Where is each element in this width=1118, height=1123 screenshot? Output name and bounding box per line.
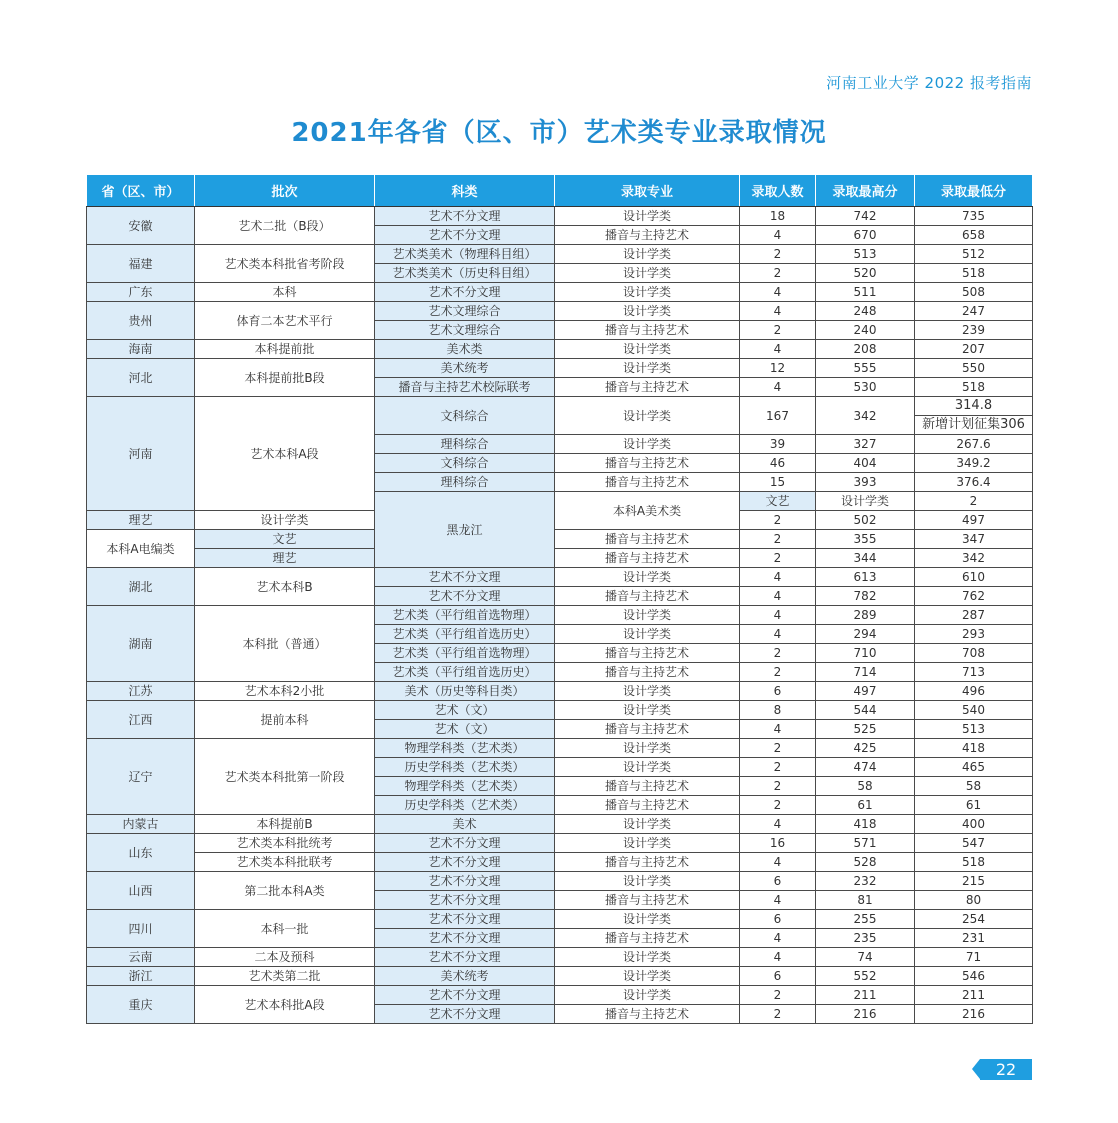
batch-cell: 本科提前批 [195,340,375,359]
count-cell: 4 [740,302,816,321]
batch-cell: 本科A电编类 [87,530,195,568]
table-row [87,397,1033,416]
max-score-cell: 81 [816,891,915,910]
count-cell: 4 [740,568,816,587]
subject-cell: 文科综合 [375,454,555,473]
subject-cell: 理科综合 [375,435,555,454]
subject-cell: 艺术不分文理 [375,1005,555,1024]
subject-cell: 美术 [375,815,555,834]
major-cell: 设计学类 [555,264,740,283]
major-cell: 播音与主持艺术 [555,378,740,397]
count-cell: 2 [740,758,816,777]
subject-cell: 艺术类美术（物理科目组） [375,245,555,264]
major-cell: 播音与主持艺术 [555,454,740,473]
count-cell: 18 [740,207,816,226]
major-cell: 设计学类 [555,397,740,435]
table-row [87,967,1033,986]
table-row [87,530,1033,549]
max-score-cell: 520 [816,264,915,283]
table-row [87,986,1033,1005]
subject-cell: 艺术文理综合 [375,302,555,321]
table-row [87,606,1033,625]
major-cell: 播音与主持艺术 [555,720,740,739]
count-cell: 4 [740,283,816,302]
major-cell: 播音与主持艺术 [555,777,740,796]
max-score-cell: 208 [816,340,915,359]
major-cell: 播音与主持艺术 [555,891,740,910]
subject-cell: 文科综合 [375,397,555,435]
batch-cell: 本科A美术类 [555,492,740,530]
min-score-cell: 342 [915,549,1033,568]
major-cell: 设计学类 [555,340,740,359]
count-cell: 2 [740,663,816,682]
min-score-cell: 58 [915,777,1033,796]
province-cell: 浙江 [87,967,195,986]
table-row [87,701,1033,720]
count-cell: 4 [740,948,816,967]
max-score-cell: 355 [816,530,915,549]
count-cell: 2 [740,777,816,796]
major-cell: 设计学类 [555,359,740,378]
major-cell: 设计学类 [816,492,915,511]
subject-cell: 艺术不分文理 [375,929,555,948]
table-row [87,245,1033,264]
min-score-cell: 762 [915,587,1033,606]
max-score-cell: 513 [816,245,915,264]
count-cell: 4 [740,226,816,245]
column-header: 录取专业 [555,175,740,207]
min-score-cell: 207 [915,340,1033,359]
major-cell: 设计学类 [555,606,740,625]
table-row [87,910,1033,929]
count-cell: 6 [740,967,816,986]
max-score-cell: 240 [816,321,915,340]
province-cell: 贵州 [87,302,195,340]
min-score-cell: 61 [915,796,1033,815]
header-brand: 河南工业大学 2022 报考指南 [826,74,1032,92]
count-cell: 4 [740,587,816,606]
max-score-cell: 555 [816,359,915,378]
count-cell: 4 [740,625,816,644]
count-cell: 2 [740,264,816,283]
min-score-cell: 658 [915,226,1033,245]
major-cell: 设计学类 [555,283,740,302]
subject-cell: 美术类 [375,340,555,359]
page-number: 22 [980,1059,1032,1080]
batch-cell: 本科 [195,283,375,302]
batch-cell: 艺术本科B [195,568,375,606]
min-score-cell: 287 [915,606,1033,625]
max-score-cell: 216 [816,1005,915,1024]
min-score-cell: 80 [915,891,1033,910]
min-score-cell: 400 [915,815,1033,834]
count-cell: 2 [740,530,816,549]
table-row [87,872,1033,891]
min-score-cell: 518 [915,853,1033,872]
province-cell: 安徽 [87,207,195,245]
province-cell: 辽宁 [87,739,195,815]
batch-cell: 本科提前B [195,815,375,834]
batch-cell: 本科批（普通） [195,606,375,682]
max-score-cell: 502 [816,511,915,530]
province-cell: 重庆 [87,986,195,1024]
table-row [87,834,1033,853]
count-cell: 4 [740,606,816,625]
table-row [87,568,1033,587]
province-cell: 河北 [87,359,195,397]
min-score-cell: 216 [915,1005,1033,1024]
subject-cell: 艺术不分文理 [375,226,555,245]
province-cell: 湖北 [87,568,195,606]
count-cell: 4 [740,891,816,910]
subject-cell: 美术统考 [375,967,555,986]
max-score-cell: 404 [816,454,915,473]
major-cell: 设计学类 [555,682,740,701]
batch-cell: 二本及预科 [195,948,375,967]
min-score-cell: 239 [915,321,1033,340]
min-score-cell: 211 [915,986,1033,1005]
table-row [87,359,1033,378]
province-cell: 广东 [87,283,195,302]
admission-table [86,174,1033,1024]
subject-cell: 历史学科类（艺术类） [375,796,555,815]
min-score-note-cell: 新增计划征集306 [915,416,1033,435]
subject-cell: 艺术类（平行组首选物理） [375,606,555,625]
count-cell: 6 [740,910,816,929]
min-score-cell: 247 [915,302,1033,321]
max-score-cell: 211 [816,986,915,1005]
subject-cell: 美术统考 [375,359,555,378]
count-cell: 2 [740,796,816,815]
subject-cell: 艺术不分文理 [375,853,555,872]
max-score-cell: 782 [816,587,915,606]
min-score-cell: 518 [915,378,1033,397]
max-score-cell: 61 [816,796,915,815]
major-cell: 设计学类 [555,910,740,929]
max-score-cell: 327 [816,435,915,454]
min-score-cell: 610 [915,568,1033,587]
min-score-cell: 465 [915,758,1033,777]
min-score-cell: 293 [915,625,1033,644]
table-row [87,549,1033,568]
province-cell: 黑龙江 [375,492,555,568]
batch-cell: 艺术本科A段 [195,397,375,511]
major-cell: 播音与主持艺术 [555,226,740,245]
province-cell: 云南 [87,948,195,967]
major-cell: 设计学类 [555,625,740,644]
count-cell: 4 [740,815,816,834]
subject-cell: 艺术类美术（历史科目组） [375,264,555,283]
max-score-cell: 474 [816,758,915,777]
max-score-cell: 528 [816,853,915,872]
province-cell: 河南 [87,397,195,511]
subject-cell: 历史学科类（艺术类） [375,758,555,777]
count-cell: 2 [740,245,816,264]
subject-cell: 理艺 [87,511,195,530]
table-row [87,302,1033,321]
max-score-cell: 544 [816,701,915,720]
min-score-cell: 215 [915,872,1033,891]
max-score-cell: 393 [816,473,915,492]
max-score-cell: 255 [816,910,915,929]
min-score-cell: 376.4 [915,473,1033,492]
major-cell: 播音与主持艺术 [555,853,740,872]
count-cell: 39 [740,435,816,454]
max-score-cell: 58 [816,777,915,796]
major-cell: 设计学类 [555,967,740,986]
major-cell: 播音与主持艺术 [555,549,740,568]
table-row [87,853,1033,872]
table-row [87,340,1033,359]
min-score-cell: 735 [915,207,1033,226]
major-cell: 播音与主持艺术 [555,1005,740,1024]
max-score-cell: 714 [816,663,915,682]
table-row [87,815,1033,834]
min-score-cell: 512 [915,245,1033,264]
page-title: 2021年各省（区、市）艺术类专业录取情况 [291,118,827,148]
subject-cell: 艺术不分文理 [375,207,555,226]
max-score-cell: 613 [816,568,915,587]
subject-cell: 艺术不分文理 [375,910,555,929]
min-score-cell: 540 [915,701,1033,720]
count-cell: 4 [740,340,816,359]
min-score-cell: 547 [915,834,1033,853]
subject-cell: 美术（历史等科目类） [375,682,555,701]
min-score-cell: 550 [915,359,1033,378]
max-score-cell: 418 [816,815,915,834]
batch-cell: 艺术二批（B段） [195,207,375,245]
batch-cell: 艺术类本科批省考阶段 [195,245,375,283]
batch-cell: 艺术本科2小批 [195,682,375,701]
count-cell: 15 [740,473,816,492]
subject-cell: 艺术不分文理 [375,568,555,587]
subject-cell: 艺术不分文理 [375,891,555,910]
subject-cell: 播音与主持艺术校际联考 [375,378,555,397]
province-cell: 山西 [87,872,195,910]
max-score-cell: 235 [816,929,915,948]
min-score-cell: 254 [915,910,1033,929]
major-cell: 设计学类 [555,568,740,587]
max-score-cell: 511 [816,283,915,302]
major-cell: 设计学类 [555,739,740,758]
major-cell: 设计学类 [555,435,740,454]
column-header: 录取最低分 [915,175,1033,207]
subject-cell: 艺术不分文理 [375,948,555,967]
max-score-cell: 289 [816,606,915,625]
subject-cell: 艺术不分文理 [375,986,555,1005]
column-header: 录取人数 [740,175,816,207]
count-cell: 8 [740,701,816,720]
max-score-cell: 571 [816,834,915,853]
count-cell: 4 [740,378,816,397]
count-cell: 46 [740,454,816,473]
subject-cell: 物理学科类（艺术类） [375,739,555,758]
subject-cell: 艺术（文） [375,701,555,720]
major-cell: 播音与主持艺术 [555,644,740,663]
max-score-cell: 552 [816,967,915,986]
batch-cell: 艺术本科批A段 [195,986,375,1024]
max-score-cell: 248 [816,302,915,321]
batch-cell: 艺术类本科批统考 [195,834,375,853]
count-cell: 6 [740,872,816,891]
max-score-cell: 342 [816,397,915,435]
subject-cell: 物理学科类（艺术类） [375,777,555,796]
subject-cell: 文艺 [740,492,816,511]
batch-cell: 提前本科 [195,701,375,739]
province-cell: 四川 [87,910,195,948]
count-cell: 2 [740,511,816,530]
min-score-cell: 497 [915,511,1033,530]
table-row [87,739,1033,758]
province-cell: 湖南 [87,606,195,682]
max-score-cell: 742 [816,207,915,226]
subject-cell: 艺术文理综合 [375,321,555,340]
subject-cell: 艺术类（平行组首选历史） [375,663,555,682]
min-score-cell: 349.2 [915,454,1033,473]
max-score-cell: 530 [816,378,915,397]
batch-cell: 第二批本科A类 [195,872,375,910]
table-row [87,283,1033,302]
major-cell: 播音与主持艺术 [555,663,740,682]
column-header: 省（区、市） [87,175,195,207]
major-cell: 播音与主持艺术 [555,530,740,549]
batch-cell: 本科一批 [195,910,375,948]
major-cell: 播音与主持艺术 [555,587,740,606]
count-cell: 4 [740,929,816,948]
table-row [87,948,1033,967]
major-cell: 设计学类 [555,948,740,967]
major-cell: 播音与主持艺术 [555,473,740,492]
batch-cell: 本科提前批B段 [195,359,375,397]
page-tab-notch [972,1059,980,1079]
count-cell: 16 [740,834,816,853]
province-cell: 山东 [87,834,195,872]
max-score-cell: 525 [816,720,915,739]
column-header: 科类 [375,175,555,207]
subject-cell: 艺术不分文理 [375,834,555,853]
max-score-cell: 670 [816,226,915,245]
province-cell: 福建 [87,245,195,283]
max-score-cell: 710 [816,644,915,663]
column-header: 批次 [195,175,375,207]
max-score-cell: 74 [816,948,915,967]
table-row [87,682,1033,701]
count-cell: 167 [740,397,816,435]
max-score-cell: 294 [816,625,915,644]
count-cell: 2 [740,549,816,568]
count-cell: 2 [740,644,816,663]
min-score-cell: 546 [915,967,1033,986]
major-cell: 设计学类 [555,245,740,264]
batch-cell: 艺术类本科批联考 [195,853,375,872]
subject-cell: 艺术不分文理 [375,872,555,891]
count-cell: 2 [915,492,1033,511]
column-header: 录取最高分 [816,175,915,207]
subject-cell: 文艺 [195,530,375,549]
major-cell: 播音与主持艺术 [555,929,740,948]
count-cell: 12 [740,359,816,378]
count-cell: 6 [740,682,816,701]
min-score-cell: 347 [915,530,1033,549]
max-score-cell: 232 [816,872,915,891]
batch-cell: 艺术类本科批第一阶段 [195,739,375,815]
table-header-row [87,175,1033,207]
province-cell: 江西 [87,701,195,739]
count-cell: 4 [740,853,816,872]
min-score-cell: 496 [915,682,1033,701]
min-score-cell: 518 [915,264,1033,283]
table-row [87,207,1033,226]
major-cell: 设计学类 [555,834,740,853]
min-score-cell: 713 [915,663,1033,682]
subject-cell: 理艺 [195,549,375,568]
count-cell: 2 [740,1005,816,1024]
min-score-cell: 314.8 [915,397,1033,416]
batch-cell: 体育二本艺术平行 [195,302,375,340]
min-score-cell: 231 [915,929,1033,948]
major-cell: 设计学类 [555,986,740,1005]
major-cell: 设计学类 [555,815,740,834]
subject-cell: 艺术不分文理 [375,587,555,606]
max-score-cell: 344 [816,549,915,568]
batch-cell: 艺术类第二批 [195,967,375,986]
major-cell: 设计学类 [195,511,375,530]
count-cell: 2 [740,321,816,340]
subject-cell: 艺术类（平行组首选物理） [375,644,555,663]
major-cell: 设计学类 [555,207,740,226]
min-score-cell: 513 [915,720,1033,739]
major-cell: 设计学类 [555,872,740,891]
max-score-cell: 497 [816,682,915,701]
province-cell: 海南 [87,340,195,359]
subject-cell: 艺术（文） [375,720,555,739]
province-cell: 内蒙古 [87,815,195,834]
min-score-cell: 267.6 [915,435,1033,454]
major-cell: 播音与主持艺术 [555,321,740,340]
subject-cell: 艺术不分文理 [375,283,555,302]
count-cell: 2 [740,739,816,758]
major-cell: 播音与主持艺术 [555,796,740,815]
major-cell: 设计学类 [555,701,740,720]
min-score-cell: 708 [915,644,1033,663]
subject-cell: 理科综合 [375,473,555,492]
count-cell: 2 [740,986,816,1005]
min-score-cell: 418 [915,739,1033,758]
subject-cell: 艺术类（平行组首选历史） [375,625,555,644]
major-cell: 设计学类 [555,302,740,321]
min-score-cell: 71 [915,948,1033,967]
count-cell: 4 [740,720,816,739]
major-cell: 设计学类 [555,758,740,777]
min-score-cell: 508 [915,283,1033,302]
max-score-cell: 425 [816,739,915,758]
province-cell: 江苏 [87,682,195,701]
